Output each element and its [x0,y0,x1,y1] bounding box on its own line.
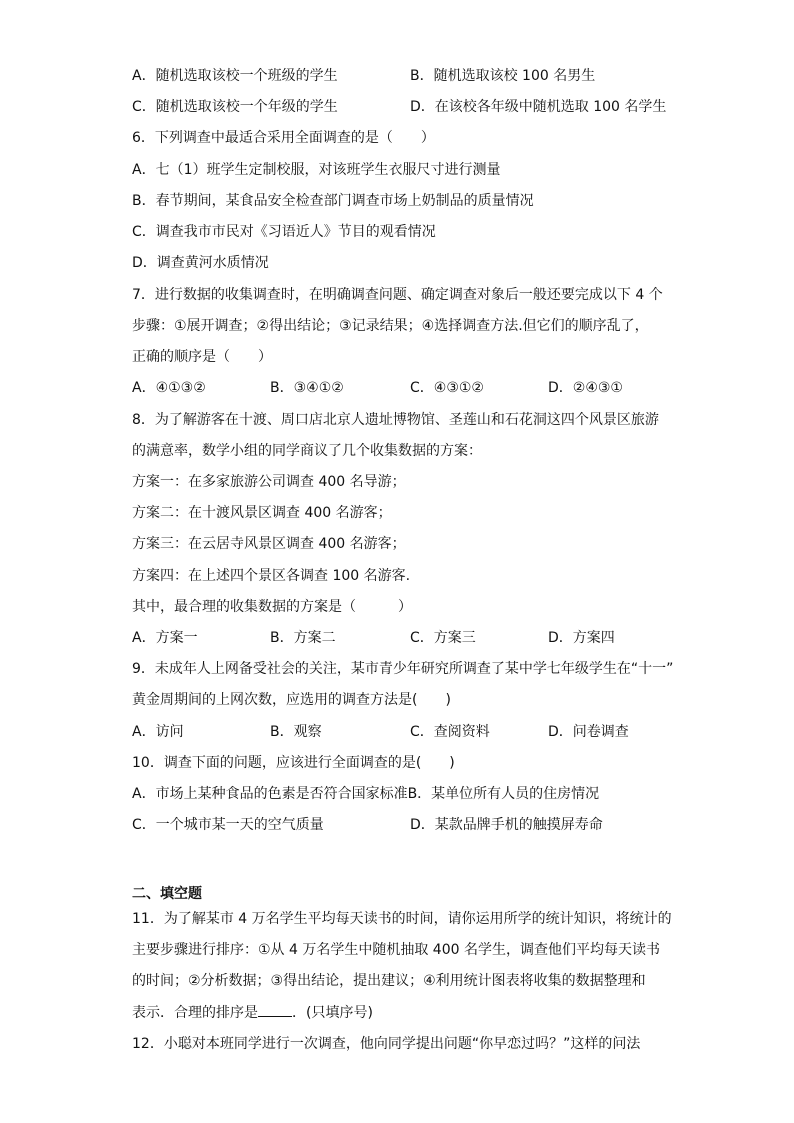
q9-stem-line1: 9．未成年人上网备受社会的关注，某市青少年研究所调查了某中学七年级学生在“十一” [132,661,674,677]
q7-option-a: A．④①③② [132,380,206,396]
q9-option-d: D．问卷调查 [548,724,629,740]
q8-option-a: A．方案一 [132,630,198,646]
q11-line4-suffix: ．(只填序号) [292,1005,373,1021]
q7-stem-line2: 步骤：①展开调查；②得出结论；③记录结果；④选择调查方法.但它们的顺序乱了， [132,318,649,334]
q8-plan-4: 方案四：在上述四个景区各调查 100 名游客. [132,568,411,584]
q5-option-c: C．随机选取该校一个年级的学生 [132,99,338,115]
q5-option-d: D．在该校各年级中随机选取 100 名学生 [410,99,667,115]
q8-stem-line1: 8．为了解游客在十渡、周口店北京人遗址博物馆、圣莲山和石花洞这四个风景区旅游 [132,412,659,428]
q7-stem-line1: 7．进行数据的收集调查时，在明确调查问题、确定调查对象后一般还要完成以下 4 个 [132,287,663,303]
q9-option-a: A．访问 [132,724,184,740]
q8-plan-3: 方案三：在云居寺风景区调查 400 名游客； [132,536,406,552]
q5-option-a: A．随机选取该校一个班级的学生 [132,68,338,84]
q6-option-a: A．七（1）班学生定制校服，对该班学生衣服尺寸进行测量 [132,162,501,178]
q11-stem-line4 [132,1002,373,1023]
q8-option-c: C．方案三 [410,630,476,646]
q7-stem-line3: 正确的顺序是（ ） [132,349,272,365]
q8-option-d: D．方案四 [548,630,615,646]
q8-stem-line2: 的满意率，数学小组的同学商议了几个收集数据的方案： [132,443,482,459]
q11-stem-line3: 的时间；②分析数据；③得出结论，提出建议；④利用统计图表将收集的数据整理和 [132,973,646,989]
q11-line4-prefix: 表示．合理的排序是 [132,1005,258,1021]
answer-blank [258,1002,292,1017]
q9-option-b: B．观察 [270,724,322,740]
q6-stem: 6．下列调查中最适合采用全面调查的是（ ） [132,130,435,146]
q12-stem-line1: 12．小聪对本班同学进行一次调查，他向同学提出问题“你早恋过吗？”这样的问法 [132,1036,641,1052]
q6-option-d: D．调查黄河水质情况 [132,255,269,271]
q10-options-ab: A．市场上某种食品的色素是否符合国家标准B．某单位所有人员的住房情况 [132,786,600,802]
q8-plan-1: 方案一：在多家旅游公司调查 400 名导游； [132,474,406,490]
q11-stem-line2: 主要步骤进行排序：①从 4 万名学生中随机抽取 400 名学生，调查他们平均每天读书 [132,942,660,958]
q8-plan-2: 方案二：在十渡风景区调查 400 名游客； [132,505,392,521]
q10-option-d: D．某款品牌手机的触摸屏寿命 [410,817,603,833]
q6-option-c: C．调查我市市民对《习语近人》节目的观看情况 [132,224,436,240]
q11-stem-line1: 11．为了解某市 4 万名学生平均每天读书的时间，请你运用所学的统计知识，将统计的 [132,911,672,927]
q7-option-b: B．③④①② [270,380,344,396]
q10-stem: 10．调查下面的问题，应该进行全面调查的是( ) [132,755,455,771]
q10-option-c: C．一个城市某一天的空气质量 [132,817,324,833]
q9-option-c: C．查阅资料 [410,724,490,740]
q7-option-c: C．④③①② [410,380,484,396]
q5-option-b: B．随机选取该校 100 名男生 [410,68,596,84]
q8-question: 其中，最合理的收集数据的方案是（ ） [132,599,412,615]
section-title: 二、填空题 [132,886,202,902]
q6-option-b: B．春节期间，某食品安全检查部门调查市场上奶制品的质量情况 [132,193,534,209]
q9-stem-line2: 黄金周期间的上网次数，应选用的调查方法是( ) [132,692,451,708]
q8-option-b: B．方案二 [270,630,336,646]
q7-option-d: D．②④③① [548,380,623,396]
